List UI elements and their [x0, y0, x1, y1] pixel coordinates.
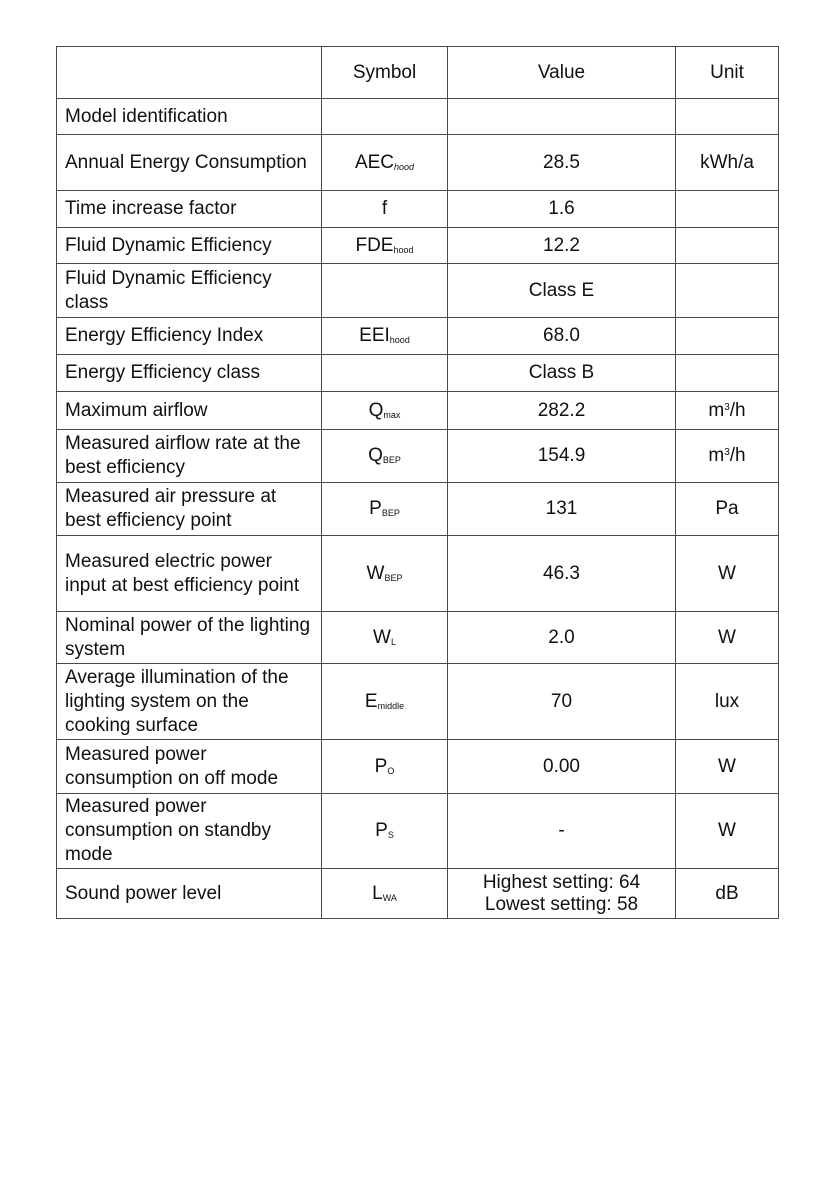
row-air-pressure-best-efficiency — [57, 483, 779, 536]
value-cell: Class B — [448, 355, 676, 392]
unit-cell: Pa — [676, 483, 779, 536]
unit-cell: W — [676, 536, 779, 612]
header-symbol: Symbol — [322, 47, 448, 99]
symbol-cell: $P_{BEP}$ — [322, 483, 448, 536]
symbol-cell: $Q_{max}$ — [322, 392, 448, 430]
row-lighting-power — [57, 612, 779, 664]
unit-cell: $m^3/h$ — [676, 392, 779, 430]
parameter-name: Time increase factor — [57, 191, 322, 228]
header-unit: Unit — [676, 47, 779, 99]
value-cell: 12.2 — [448, 228, 676, 264]
value-lowest-setting: Lowest setting: 58 — [484, 893, 639, 915]
parameter-name: Measured air pressure at best efficiency point — [57, 483, 322, 536]
unit-cell — [676, 318, 779, 355]
value-cell — [448, 99, 676, 135]
value-cell: 131 — [448, 483, 676, 536]
parameter-name: Fluid Dynamic Efficiency class — [57, 264, 322, 318]
parameter-name: Maximum airflow — [57, 392, 322, 430]
row-airflow-best-efficiency — [57, 430, 779, 483]
parameter-name: Measured power consumption on standby mode — [57, 794, 322, 869]
parameter-name: Sound power level — [57, 869, 322, 919]
unit-cell: lux — [676, 664, 779, 740]
row-standby-power — [57, 794, 779, 869]
unit-cell: W — [676, 794, 779, 869]
row-sound-power-level — [57, 869, 779, 919]
value-highest-setting: Highest setting: 64 — [482, 871, 641, 893]
symbol-cell: $W_L$ — [322, 612, 448, 664]
value-cell: 154.9 — [448, 430, 676, 483]
header-row — [57, 47, 779, 99]
symbol-cell — [322, 99, 448, 135]
row-energy-efficiency-class — [57, 355, 779, 392]
symbol-cell: $AEC_{hood}$ — [322, 135, 448, 191]
unit-cell — [676, 99, 779, 135]
unit-cell — [676, 355, 779, 392]
row-average-illumination — [57, 664, 779, 740]
row-energy-efficiency-index — [57, 318, 779, 355]
row-electric-power-best-efficiency — [57, 536, 779, 612]
value-cell: 0.00 — [448, 740, 676, 794]
value-cell: 70 — [448, 664, 676, 740]
value-cell: 46.3 — [448, 536, 676, 612]
row-fluid-dynamic-efficiency — [57, 228, 779, 264]
specification-table — [56, 46, 779, 919]
unit-cell — [676, 264, 779, 318]
symbol-cell: f — [322, 191, 448, 228]
symbol-cell: $EEI_{hood}$ — [322, 318, 448, 355]
header-parameter — [57, 47, 322, 99]
symbol-cell: $FDE_{hood}$ — [322, 228, 448, 264]
symbol-cell: $W_{BEP}$ — [322, 536, 448, 612]
parameter-name: Measured electric power input at best efficiency point — [57, 536, 322, 612]
row-maximum-airflow — [57, 392, 779, 430]
parameter-name: Energy Efficiency Index — [57, 318, 322, 355]
symbol-cell: $P_O$ — [322, 740, 448, 794]
unit-cell: W — [676, 740, 779, 794]
parameter-name: Average illumination of the lighting system on the cooking surface — [57, 664, 322, 740]
header-value: Value — [448, 47, 676, 99]
unit-cell: kWh/a — [676, 135, 779, 191]
unit-cell: W — [676, 612, 779, 664]
unit-cell: $m^3/h$ — [676, 430, 779, 483]
value-cell: 68.0 — [448, 318, 676, 355]
unit-cell — [676, 191, 779, 228]
unit-cell — [676, 228, 779, 264]
symbol-cell: $L_{WA}$ — [322, 869, 448, 919]
row-off-mode-power — [57, 740, 779, 794]
value-cell: - — [448, 794, 676, 869]
value-cell: 1.6 — [448, 191, 676, 228]
parameter-name: Fluid Dynamic Efficiency — [57, 228, 322, 264]
row-annual-energy-consumption — [57, 135, 779, 191]
value-cell: 282.2 — [448, 392, 676, 430]
unit-cell: dB — [676, 869, 779, 919]
parameter-name: Nominal power of the lighting system — [57, 612, 322, 664]
parameter-name: Measured airflow rate at the best efficiency — [57, 430, 322, 483]
value-cell — [448, 869, 676, 919]
symbol-cell: $E_{middle}$ — [322, 664, 448, 740]
parameter-name: Measured power consumption on off mode — [57, 740, 322, 794]
parameter-name: Annual Energy Consumption — [57, 135, 322, 191]
symbol-cell — [322, 355, 448, 392]
value-cell: 28.5 — [448, 135, 676, 191]
parameter-name: Model identification — [57, 99, 322, 135]
row-model-identification — [57, 99, 779, 135]
value-cell: Class E — [448, 264, 676, 318]
parameter-name: Energy Efficiency class — [57, 355, 322, 392]
symbol-cell: $Q_{BEP}$ — [322, 430, 448, 483]
value-cell: 2.0 — [448, 612, 676, 664]
row-fluid-dynamic-efficiency-class — [57, 264, 779, 318]
symbol-cell — [322, 264, 448, 318]
symbol-cell: $P_S$ — [322, 794, 448, 869]
row-time-increase-factor — [57, 191, 779, 228]
